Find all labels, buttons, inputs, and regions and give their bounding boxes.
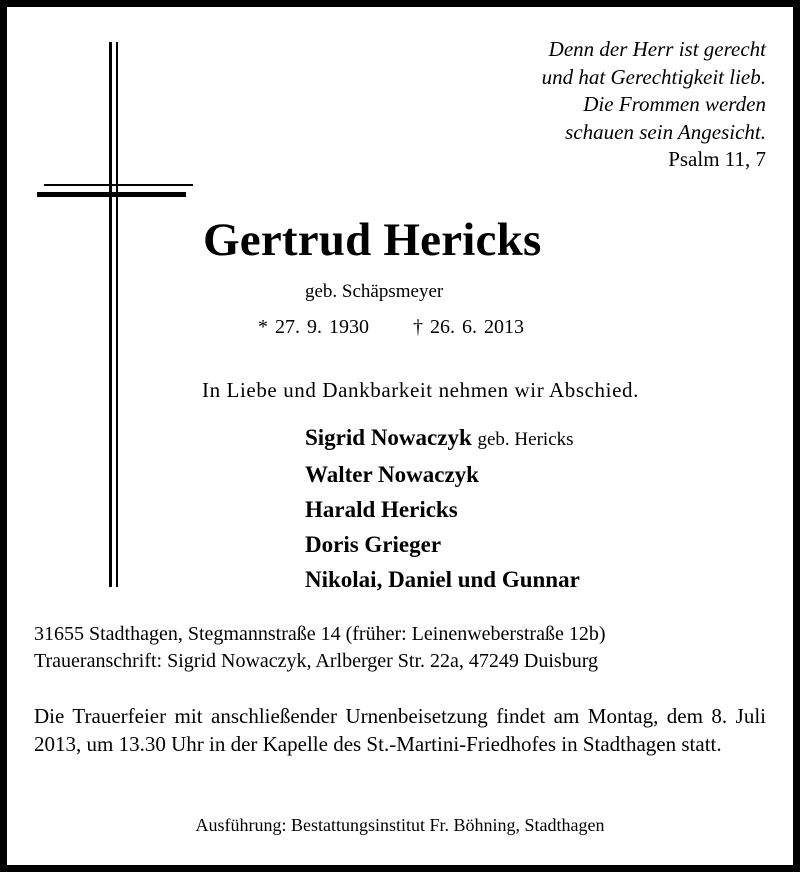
cross-vertical-bar — [109, 42, 112, 587]
birth-date: * 27. 9. 1930 — [258, 316, 369, 338]
psalm-quote — [542, 36, 766, 174]
deceased-name: Gertrud Hericks — [203, 214, 542, 266]
family-member-note: geb. Hericks — [477, 429, 574, 450]
family-member: Walter Nowaczyk — [305, 462, 479, 487]
mourning-address-line: Traueranschrift: Sigrid Nowaczyk, Arlberger Str. 22a, 47249 Duisburg — [34, 650, 598, 672]
life-dates — [258, 316, 524, 339]
executor-line: Ausführung: Bestattungsinstitut Fr. Böhning, Stadthagen — [195, 815, 605, 835]
cross-horizontal-bar-thin — [44, 184, 193, 186]
quote-line: Denn der Herr ist gerecht — [548, 37, 766, 61]
ceremony-text: Die Trauerfeier mit anschließender Urnenbeisetzung findet am Montag, dem 8. Juli 2013, um 13.30 Uhr in der Kapelle des St.-Martini-Friedhofes in Stadthagen statt. — [34, 704, 766, 756]
birth-name: geb. Schäpsmeyer — [305, 281, 444, 302]
cross-vertical-bar-thin — [116, 42, 118, 587]
quote-line: schauen sein Angesicht. — [565, 119, 766, 144]
quote-line: und hat Gerechtigkeit lieb. — [541, 64, 766, 89]
quote-line: Die Frommen werden — [583, 92, 766, 116]
family-member: Doris Grieger — [305, 532, 442, 557]
farewell-line: In Liebe und Dankbarkeit nehmen wir Abschied. — [202, 378, 639, 402]
address-line: 31655 Stadthagen, Stegmannstraße 14 (früher: Leinenweberstraße 12b) — [34, 623, 606, 645]
family-member: Harald Hericks — [305, 497, 458, 522]
family-list — [305, 420, 580, 597]
quote-source: Psalm 11, 7 — [668, 147, 766, 171]
cross-horizontal-bar — [37, 192, 186, 197]
address-block — [34, 621, 605, 675]
family-member-name: Sigrid Nowaczyk — [305, 425, 472, 450]
death-date: † 26. 6. 2013 — [413, 316, 524, 338]
family-member: Nikolai, Daniel und Gunnar — [305, 567, 580, 592]
family-member — [305, 420, 580, 457]
